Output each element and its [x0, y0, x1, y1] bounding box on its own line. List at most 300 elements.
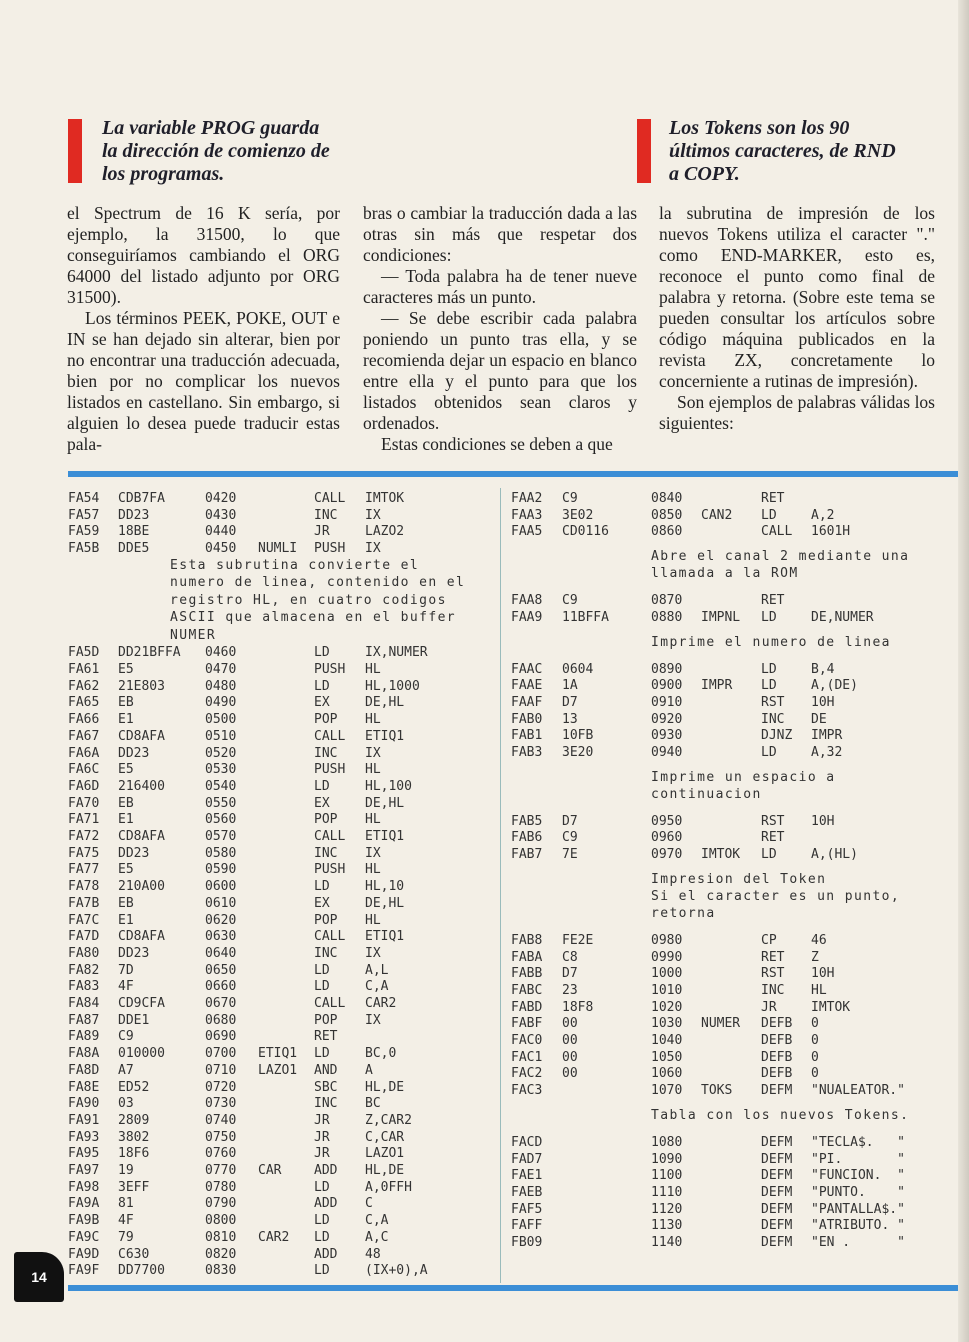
code-address: FAB3 — [511, 745, 543, 760]
code-operand: DE,HL — [365, 895, 405, 911]
code-comment: ASCII que almacena en el buffer — [170, 610, 457, 626]
code-line-number: 1090 — [651, 1151, 683, 1167]
code-address: FA7D — [68, 929, 100, 945]
code-hex-bytes: 00 — [562, 1049, 578, 1065]
code-hex-bytes: C9 — [562, 593, 578, 609]
code-hex-bytes: 00 — [562, 1016, 578, 1032]
code-hex-bytes: 4F — [118, 1213, 134, 1229]
code-mnemonic: INC — [314, 1096, 338, 1112]
code-operand: 10H — [811, 966, 835, 982]
code-line-number: 0620 — [205, 912, 237, 928]
code-operand: C,A — [365, 979, 389, 995]
code-line-number: 0710 — [205, 1062, 237, 1078]
code-mnemonic: JR — [761, 999, 777, 1015]
code-line-number: 0920 — [651, 711, 683, 727]
code-line-number: 0730 — [205, 1096, 237, 1112]
code-address: FAA2 — [511, 491, 543, 506]
code-line-number: 0890 — [651, 661, 683, 677]
code-hex-bytes: 18F6 — [118, 1146, 150, 1162]
code-line-number: 0820 — [205, 1246, 237, 1262]
code-hex-bytes: DD7700 — [118, 1263, 165, 1279]
code-address: FAB8 — [511, 932, 543, 948]
code-mnemonic: CALL — [761, 524, 793, 540]
code-operand: IX — [365, 541, 381, 557]
code-address: FA78 — [68, 879, 100, 895]
code-line-number: 1020 — [651, 999, 683, 1015]
code-address: FB09 — [511, 1235, 543, 1250]
code-mnemonic: DEFM — [761, 1184, 793, 1200]
code-address: FAC0 — [511, 1033, 543, 1048]
code-mnemonic: RST — [761, 813, 785, 829]
code-address: FA7C — [68, 912, 100, 928]
code-mnemonic: ADD — [314, 1196, 338, 1212]
code-hex-bytes: 13 — [562, 711, 578, 727]
code-address: FACD — [511, 1134, 543, 1150]
code-hex-bytes: CD8AFA — [118, 728, 165, 744]
code-label: CAR2 — [258, 1229, 290, 1245]
code-line-number: 0970 — [651, 847, 683, 863]
code-mnemonic: EX — [314, 795, 330, 811]
code-operand: A,2 — [811, 507, 835, 523]
code-mnemonic: JR — [314, 524, 330, 540]
code-comment: registro HL, en cuatro codigos — [170, 592, 447, 608]
code-hex-bytes: 18F8 — [562, 999, 594, 1015]
code-mnemonic: LD — [314, 1213, 330, 1229]
code-address: FAD7 — [511, 1151, 543, 1167]
code-hex-bytes: C8 — [562, 949, 578, 965]
code-operand: BC,0 — [365, 1046, 397, 1062]
code-address: FA82 — [68, 962, 100, 978]
code-hex-bytes: E1 — [118, 812, 134, 828]
code-line-number: 0520 — [205, 745, 237, 761]
code-mnemonic: ADD — [314, 1246, 338, 1262]
code-operand: 46 — [811, 932, 827, 948]
code-hex-bytes: 3E20 — [562, 745, 594, 760]
code-line-number: 0990 — [651, 949, 683, 965]
code-mnemonic: LD — [314, 1179, 330, 1195]
code-line-number: 0900 — [651, 678, 683, 694]
code-operand: A,32 — [811, 745, 843, 760]
code-hex-bytes: DD21BFFA — [118, 645, 181, 661]
code-line-number: 1110 — [651, 1184, 683, 1200]
code-line-number: 0720 — [205, 1079, 237, 1095]
code-operand: HL — [365, 862, 381, 878]
code-address: FA62 — [68, 678, 100, 694]
code-operand: 48 — [365, 1246, 381, 1262]
code-operand: Z — [811, 949, 819, 965]
code-label: IMPR — [701, 678, 733, 694]
code-operand: CAR2 — [365, 996, 397, 1011]
code-mnemonic: POP — [314, 812, 338, 828]
code-operand: IX — [365, 507, 381, 523]
code-comment: llamada a la ROM — [651, 566, 799, 582]
code-address: FAC1 — [511, 1049, 543, 1065]
code-mnemonic: DEFM — [761, 1134, 793, 1150]
code-mnemonic: RST — [761, 694, 785, 710]
code-mnemonic: DEFM — [761, 1083, 793, 1099]
code-mnemonic: RET — [761, 593, 785, 609]
code-hex-bytes: 210A00 — [118, 879, 165, 895]
code-hex-bytes: E5 — [118, 862, 134, 878]
code-hex-bytes: 3E02 — [562, 507, 594, 523]
code-listing-left — [68, 490, 498, 1280]
code-operand: A — [365, 1062, 373, 1078]
code-hex-bytes: 7D — [118, 962, 134, 978]
code-mnemonic: PUSH — [314, 541, 346, 557]
code-comment: Esta subrutina convierte el — [170, 557, 420, 573]
code-address: FAA3 — [511, 507, 543, 523]
code-line-number: 1060 — [651, 1066, 683, 1082]
code-hex-bytes: 10FB — [562, 728, 594, 744]
code-hex-bytes: EB — [118, 695, 134, 711]
code-operand: IX — [365, 845, 381, 861]
code-operand: "FUNCION. " — [811, 1168, 905, 1184]
code-line-number: 0640 — [205, 945, 237, 961]
code-hex-bytes: D7 — [562, 966, 578, 982]
code-address: FA65 — [68, 695, 100, 711]
code-address: FA72 — [68, 829, 100, 844]
code-address: FAF5 — [511, 1201, 543, 1217]
code-line-number: 0490 — [205, 695, 237, 711]
code-hex-bytes: E1 — [118, 712, 134, 728]
code-line-number: 0940 — [651, 745, 683, 760]
code-address: FA9F — [68, 1263, 100, 1279]
code-hex-bytes: DD23 — [118, 745, 150, 761]
code-line-number: 1100 — [651, 1168, 683, 1184]
blue-rule-top — [68, 471, 964, 477]
code-hex-bytes: C9 — [118, 1029, 134, 1045]
code-mnemonic: INC — [314, 845, 338, 861]
code-mnemonic: DEFB — [761, 1066, 793, 1082]
code-address: FAA8 — [511, 593, 543, 609]
code-hex-bytes: 3802 — [118, 1129, 150, 1145]
code-mnemonic: DJNZ — [761, 728, 793, 744]
code-address: FA98 — [68, 1179, 100, 1195]
code-address: FABF — [511, 1016, 543, 1032]
code-mnemonic: RET — [761, 949, 785, 965]
code-operand: B,4 — [811, 661, 835, 677]
code-mnemonic: INC — [761, 982, 785, 998]
code-address: FA71 — [68, 812, 100, 828]
text-column-2: bras o cambiar la traducción dada a las otras sin más que respetar dos condiciones: — Toda palabra ha de tener nueve caracteres más un punto. — Se debe escribir cada palabra poniendo un punto tras ella, y se recomienda dejar un espacio en blanco entre ella y el punto para que los listados obtenidos sean claros y ordenados. Estas condiciones se deben a que — [363, 203, 637, 454]
text-column-1: el Spectrum de 16 K sería, por ejemplo, la 31500, lo que conseguiríamos cambiando el ORG 64000 del listado adjunto por ORG 31500). Los términos PEEK, POKE, OUT e IN se han dejado sin alterar, bien por no encontrar una traducción adecuada, bien por no complicar los nuevos listados en castellano. Sin embargo, si alguien lo desea puede traducir estas pala- — [67, 203, 340, 454]
code-line-number: 0580 — [205, 845, 237, 861]
code-mnemonic: RET — [761, 491, 785, 506]
code-mnemonic: ADD — [314, 1163, 338, 1178]
code-hex-bytes: DD23 — [118, 507, 150, 523]
code-line-number: 1010 — [651, 982, 683, 998]
code-mnemonic: INC — [314, 945, 338, 961]
code-operand: IX,NUMER — [365, 645, 428, 661]
code-mnemonic: LD — [314, 979, 330, 995]
text-column-3: la subrutina de impresión de los nuevos Tokens utiliza el caracter "." como END-MARKER, esto es, reconoce el punto como final de palabra y retorna. (Sobre este tema se pueden consultar los artículos sobre código máquina publicados en la revista ZX, concretamente lo concerniente a rutinas de impresión). Son ejemplos de palabras válidas los siguientes: — [659, 203, 935, 433]
code-line-number: 0430 — [205, 507, 237, 523]
code-hex-bytes: E1 — [118, 912, 134, 928]
code-operand: 10H — [811, 694, 835, 710]
code-address: FA66 — [68, 712, 100, 728]
code-operand: IX — [365, 1012, 381, 1028]
code-line-number: 0830 — [205, 1263, 237, 1279]
code-hex-bytes: CD8AFA — [118, 929, 165, 945]
code-line-number: 0600 — [205, 879, 237, 895]
code-label: IMTOK — [701, 847, 741, 863]
code-mnemonic: LD — [761, 678, 777, 694]
code-operand: "EN . " — [811, 1235, 905, 1250]
code-mnemonic: DEFM — [761, 1218, 793, 1234]
code-line-number: 0670 — [205, 996, 237, 1011]
code-mnemonic: LD — [314, 879, 330, 895]
blue-rule-bottom — [68, 1285, 964, 1291]
code-hex-bytes: EB — [118, 795, 134, 811]
code-mnemonic: CALL — [314, 829, 346, 844]
code-address: FAEB — [511, 1184, 543, 1200]
code-line-number: 0660 — [205, 979, 237, 995]
code-hex-bytes: D7 — [562, 694, 578, 710]
code-operand: C,CAR — [365, 1129, 405, 1145]
code-mnemonic: RET — [761, 830, 785, 846]
code-operand: C,A — [365, 1213, 389, 1229]
code-label: NUMLI — [258, 541, 298, 557]
code-line-number: 1040 — [651, 1033, 683, 1048]
code-line-number: 1130 — [651, 1218, 683, 1234]
code-comment: Tabla con los nuevos Tokens. — [651, 1107, 910, 1123]
code-hex-bytes: D7 — [562, 813, 578, 829]
code-operand: HL,1000 — [365, 678, 420, 694]
code-address: FAA9 — [511, 609, 543, 625]
code-address: FA5B — [68, 541, 100, 557]
code-operand: Z,CAR2 — [365, 1112, 412, 1128]
code-line-number: 0470 — [205, 662, 237, 677]
code-mnemonic: DEFB — [761, 1049, 793, 1065]
code-line-number: 0850 — [651, 507, 683, 523]
code-address: FA95 — [68, 1146, 100, 1162]
code-mnemonic: CP — [761, 932, 777, 948]
code-line-number: 0480 — [205, 678, 237, 694]
code-address: FA8E — [68, 1079, 100, 1095]
code-operand: A,L — [365, 962, 389, 978]
code-hex-bytes: C9 — [562, 830, 578, 846]
code-comment: Imprime el numero de linea — [651, 634, 891, 650]
red-marker-bar — [68, 119, 82, 183]
code-mnemonic: INC — [314, 745, 338, 761]
code-operand: HL — [365, 812, 381, 828]
callout-left: La variable PROG guarda la dirección de comienzo de los programas. — [102, 117, 330, 186]
code-mnemonic: POP — [314, 712, 338, 728]
code-line-number: 0590 — [205, 862, 237, 878]
code-mnemonic: LD — [314, 1046, 330, 1062]
code-address: FA54 — [68, 491, 100, 506]
code-operand: A,(HL) — [811, 847, 858, 863]
code-mnemonic: AND — [314, 1062, 338, 1078]
code-line-number: 1070 — [651, 1083, 683, 1099]
code-address: FA9D — [68, 1246, 100, 1262]
code-hex-bytes: 79 — [118, 1229, 134, 1245]
code-line-number: 0650 — [205, 962, 237, 978]
code-operand: HL — [365, 712, 381, 728]
code-address: FA6C — [68, 762, 100, 778]
code-mnemonic: LD — [314, 645, 330, 661]
code-hex-bytes: 3EFF — [118, 1179, 150, 1195]
code-mnemonic: INC — [314, 507, 338, 523]
code-operand: IMPR — [811, 728, 843, 744]
code-address: FAB7 — [511, 847, 543, 863]
code-address: FA90 — [68, 1096, 100, 1112]
code-line-number: 0420 — [205, 491, 237, 506]
code-operand: HL,DE — [365, 1163, 405, 1178]
code-mnemonic: LD — [761, 507, 777, 523]
code-operand: DE,HL — [365, 795, 405, 811]
code-address: FA97 — [68, 1163, 100, 1178]
code-address: FABD — [511, 999, 543, 1015]
code-hex-bytes: 1A — [562, 678, 578, 694]
code-hex-bytes: A7 — [118, 1062, 134, 1078]
code-mnemonic: LD — [761, 609, 777, 625]
code-hex-bytes: CD8AFA — [118, 829, 165, 844]
code-hex-bytes: 010000 — [118, 1046, 165, 1062]
code-operand: A,C — [365, 1229, 389, 1245]
code-operand: "TECLA$. " — [811, 1134, 905, 1150]
code-hex-bytes: 0604 — [562, 661, 594, 677]
code-operand: "ATRIBUTO. " — [811, 1218, 905, 1234]
code-address: FAAF — [511, 694, 543, 710]
code-operand: (IX+0),A — [365, 1263, 428, 1279]
code-address: FAB6 — [511, 830, 543, 846]
code-hex-bytes: 18BE — [118, 524, 150, 540]
code-mnemonic: LD — [761, 745, 777, 760]
code-line-number: 0880 — [651, 609, 683, 625]
code-label: IMPNL — [701, 609, 741, 625]
code-address: FA5D — [68, 645, 100, 661]
code-hex-bytes: 7E — [562, 847, 578, 863]
code-hex-bytes: DD23 — [118, 845, 150, 861]
code-hex-bytes: 4F — [118, 979, 134, 995]
code-mnemonic: DEFM — [761, 1151, 793, 1167]
code-hex-bytes: 23 — [562, 982, 578, 998]
code-operand: HL — [365, 762, 381, 778]
code-line-number: 1050 — [651, 1049, 683, 1065]
code-line-number: 1000 — [651, 966, 683, 982]
code-label: TOKS — [701, 1083, 733, 1099]
code-operand: 0 — [811, 1016, 819, 1032]
code-operand: IMTOK — [365, 491, 405, 506]
code-listing-right — [511, 490, 951, 1280]
code-address: FAB0 — [511, 711, 543, 727]
code-address: FAB5 — [511, 813, 543, 829]
code-line-number: 0950 — [651, 813, 683, 829]
code-operand: 0 — [811, 1049, 819, 1065]
code-comment: Si el caracter es un punto, — [651, 888, 901, 904]
code-line-number: 1120 — [651, 1201, 683, 1217]
code-address: FA57 — [68, 507, 100, 523]
code-hex-bytes: CD0116 — [562, 524, 609, 540]
code-line-number: 0530 — [205, 762, 237, 778]
code-operand: HL,DE — [365, 1079, 405, 1095]
code-line-number: 0760 — [205, 1146, 237, 1162]
code-address: FAB1 — [511, 728, 543, 744]
code-mnemonic: PUSH — [314, 862, 346, 878]
code-operand: IX — [365, 945, 381, 961]
code-line-number: 0450 — [205, 541, 237, 557]
code-address: FA59 — [68, 524, 100, 540]
code-column-divider — [500, 488, 501, 1283]
code-hex-bytes: DDE5 — [118, 541, 150, 557]
code-comment: retorna — [651, 905, 716, 921]
code-operand: IMTOK — [811, 999, 851, 1015]
code-mnemonic: JR — [314, 1129, 330, 1145]
code-mnemonic: DEFM — [761, 1168, 793, 1184]
code-address: FA6D — [68, 778, 100, 794]
code-operand: BC — [365, 1096, 381, 1112]
code-mnemonic: PUSH — [314, 662, 346, 677]
code-address: FA61 — [68, 662, 100, 677]
code-comment: NUMER — [170, 627, 217, 643]
code-comment: continuacion — [651, 786, 762, 802]
red-marker-bar — [637, 119, 651, 183]
code-address: FAAE — [511, 678, 543, 694]
code-label: ETIQ1 — [258, 1046, 298, 1062]
code-operand: HL — [365, 662, 381, 677]
code-address: FA9A — [68, 1196, 100, 1212]
code-hex-bytes: ED52 — [118, 1079, 150, 1095]
code-line-number: 0570 — [205, 829, 237, 844]
code-address: FAC2 — [511, 1066, 543, 1082]
code-operand: 10H — [811, 813, 835, 829]
code-mnemonic: CALL — [314, 728, 346, 744]
code-line-number: 0960 — [651, 830, 683, 846]
code-line-number: 0780 — [205, 1179, 237, 1195]
code-line-number: 0560 — [205, 812, 237, 828]
page-number: 14 — [14, 1252, 64, 1302]
code-line-number: 0630 — [205, 929, 237, 945]
code-line-number: 0790 — [205, 1196, 237, 1212]
code-hex-bytes: E5 — [118, 762, 134, 778]
code-address: FA89 — [68, 1029, 100, 1045]
code-mnemonic: INC — [761, 711, 785, 727]
code-mnemonic: LD — [314, 1229, 330, 1245]
code-hex-bytes: 11BFFA — [562, 609, 609, 625]
code-line-number: 0810 — [205, 1229, 237, 1245]
code-mnemonic: CALL — [314, 996, 346, 1011]
code-mnemonic: DEFM — [761, 1201, 793, 1217]
code-address: FA70 — [68, 795, 100, 811]
code-mnemonic: LD — [314, 778, 330, 794]
code-address: FAE1 — [511, 1168, 543, 1184]
code-hex-bytes: C630 — [118, 1246, 150, 1262]
code-mnemonic: POP — [314, 1012, 338, 1028]
code-operand: "PI. " — [811, 1151, 905, 1167]
code-mnemonic: JR — [314, 1112, 330, 1128]
code-line-number: 0910 — [651, 694, 683, 710]
code-mnemonic: LD — [314, 1263, 330, 1279]
code-mnemonic: LD — [761, 661, 777, 677]
code-hex-bytes: EB — [118, 895, 134, 911]
code-hex-bytes: 03 — [118, 1096, 134, 1112]
code-label: CAN2 — [701, 507, 733, 523]
code-operand: HL — [811, 982, 827, 998]
code-operand: DE,HL — [365, 695, 405, 711]
code-label: CAR — [258, 1163, 282, 1178]
code-hex-bytes: E5 — [118, 662, 134, 677]
code-mnemonic: CALL — [314, 929, 346, 945]
code-hex-bytes: CDB7FA — [118, 491, 165, 506]
code-comment: Abre el canal 2 mediante una — [651, 549, 910, 565]
code-mnemonic: RST — [761, 966, 785, 982]
code-comment: Imprime un espacio a — [651, 769, 836, 785]
code-address: FAA5 — [511, 524, 543, 540]
code-address: FA87 — [68, 1012, 100, 1028]
code-operand: LAZO1 — [365, 1146, 405, 1162]
code-label: NUMER — [701, 1016, 741, 1032]
